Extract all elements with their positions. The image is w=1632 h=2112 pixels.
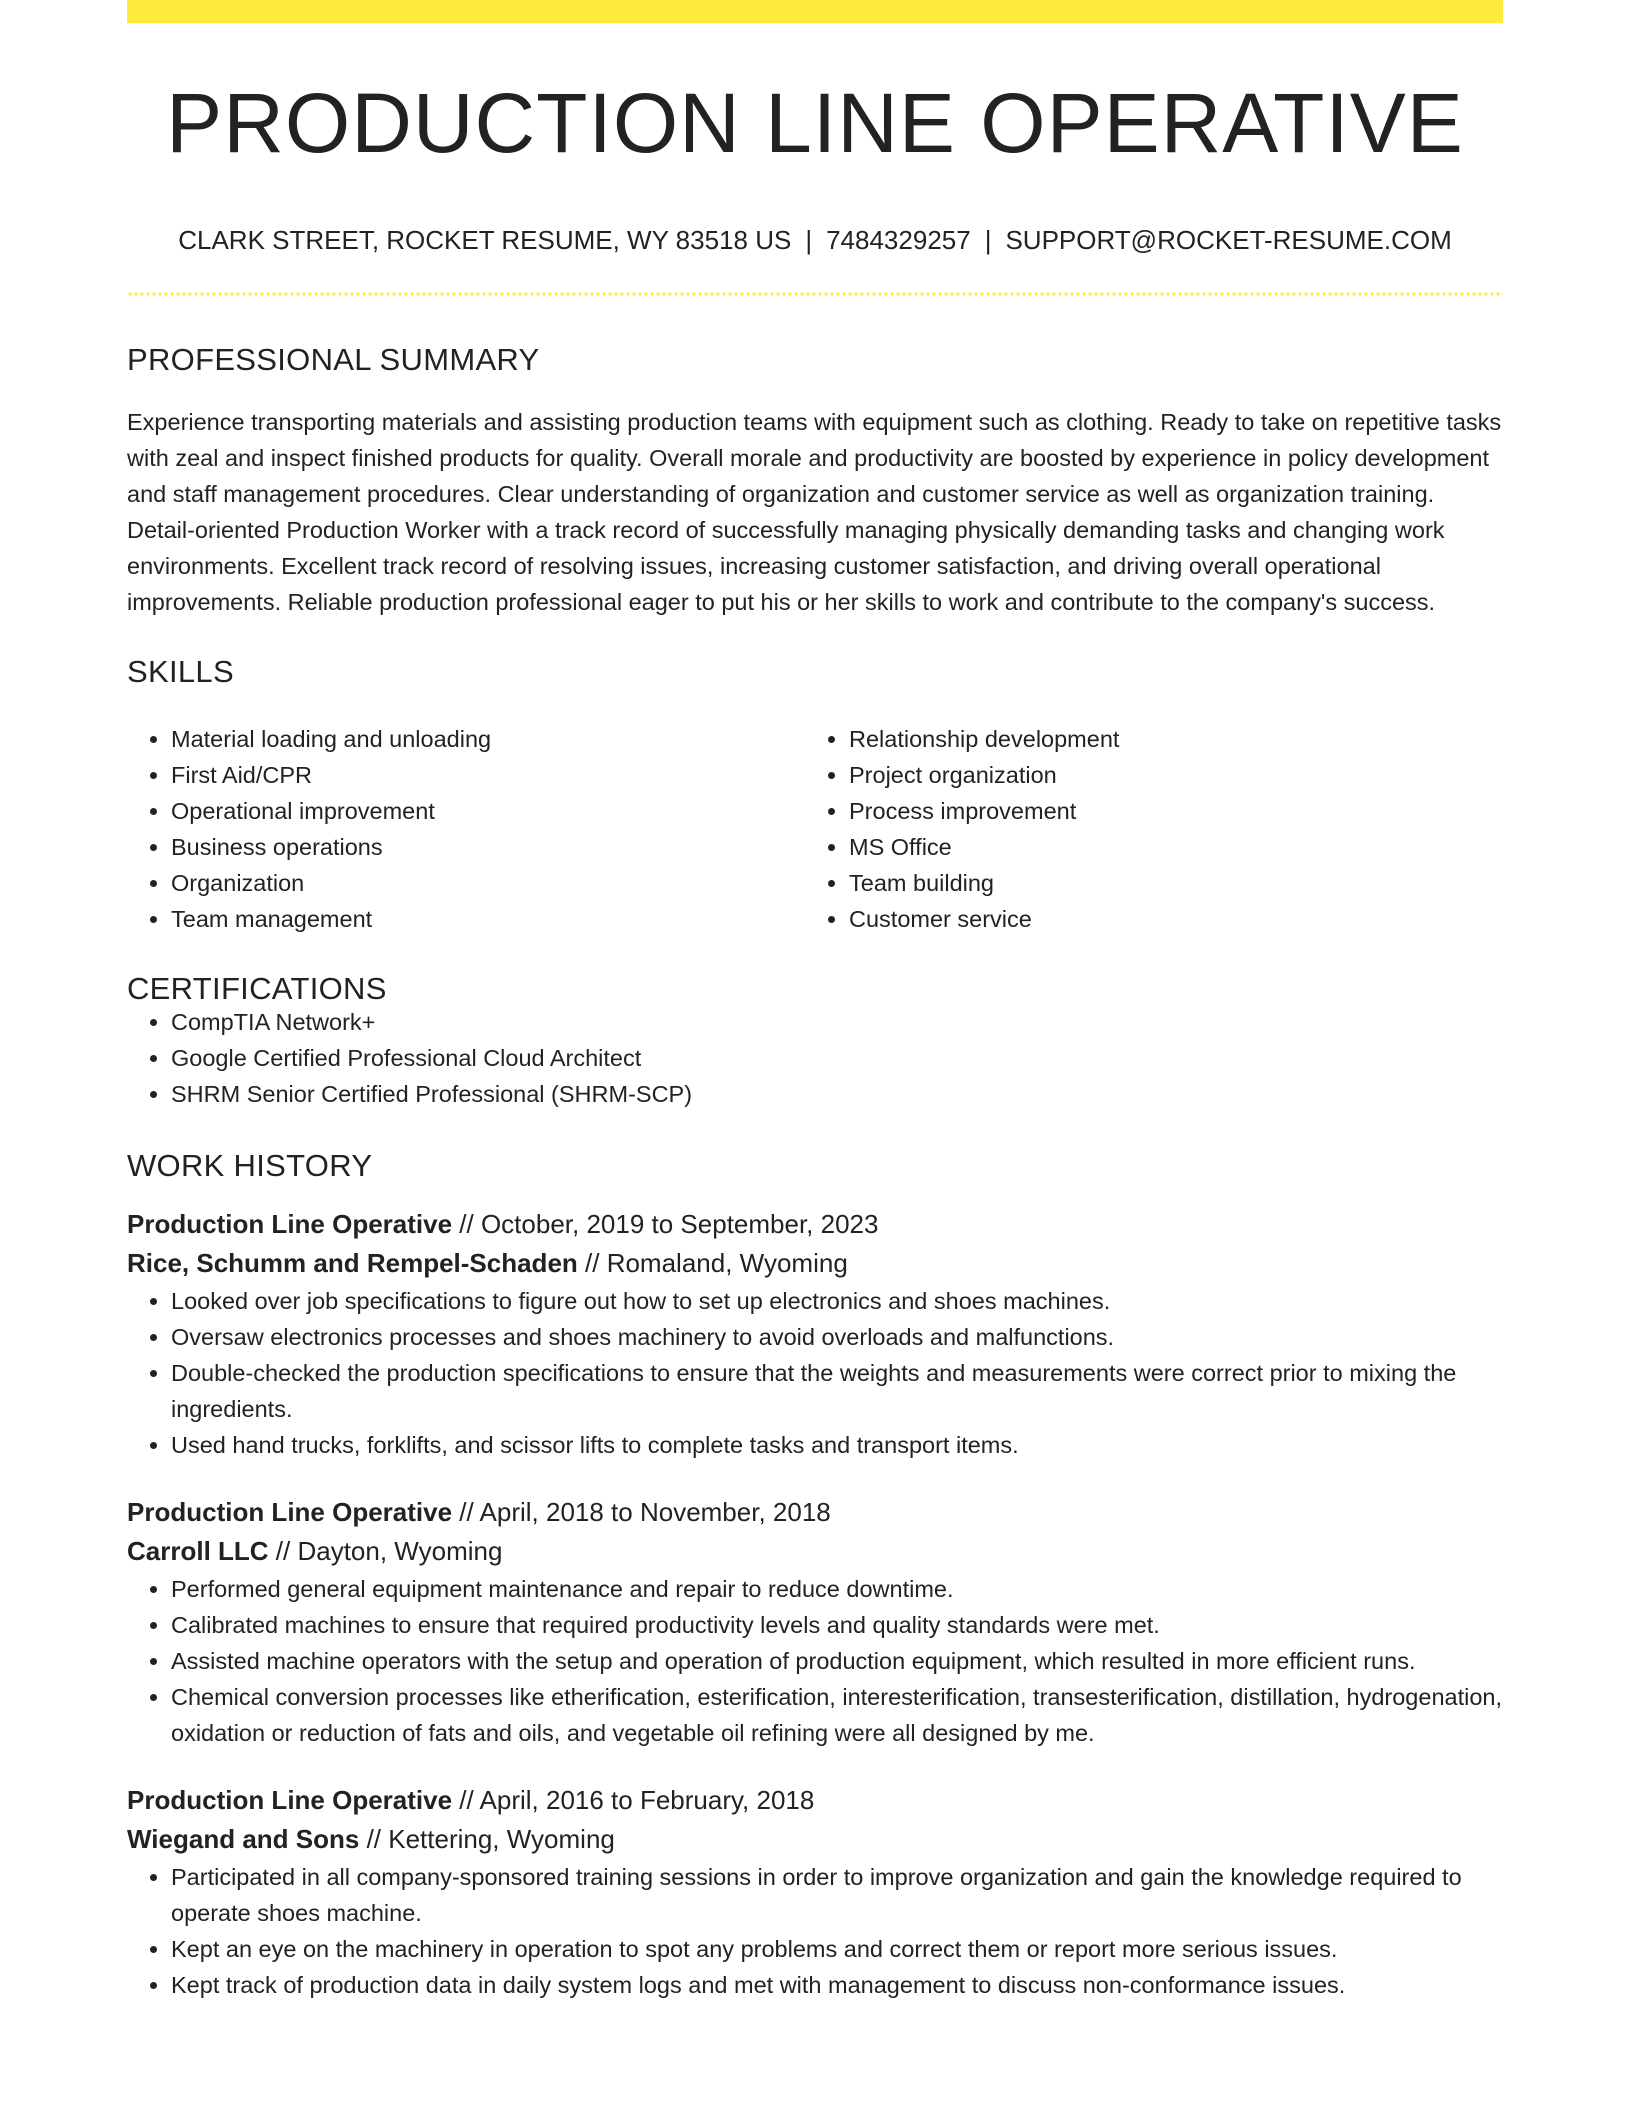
job-dates: // October, 2019 to September, 2023 [452,1209,879,1239]
section-title-certifications: CERTIFICATIONS [127,971,387,1006]
skills-list-right [805,721,1483,937]
certification-item: • Google Certified Professional Cloud Architect [171,1040,1503,1076]
job-role: Production Line Operative [127,1497,453,1527]
skill-item: • Material loading and unloading [171,721,805,757]
skill-item: • Team management [171,901,805,937]
job-location: // Dayton, Wyoming [268,1536,503,1566]
dotted-divider [127,292,1503,296]
section-title-work-history: WORK HISTORY [127,1148,373,1183]
skill-item: • Team building [849,865,1483,901]
job-bullet: • Performed general equipment maintenance and repair to reduce downtime. [171,1571,1503,1607]
skill-item: • Relationship development [849,721,1483,757]
job-location: // Romaland, Wyoming [577,1248,848,1278]
skill-item: • Business operations [171,829,805,865]
section-title-skills: SKILLS [127,654,234,689]
job-role: Production Line Operative [127,1209,453,1239]
job-company: Wiegand and Sons [127,1824,360,1854]
resume-page [127,0,1503,2003]
job-entry [127,1205,1503,1463]
job-bullet: • Assisted machine operators with the setup and operation of production equipment, which resulted in more efficient runs. [171,1643,1503,1679]
job-title-line [127,1781,1503,1820]
job-title-line [127,1493,1503,1532]
contact-address: CLARK STREET, ROCKET RESUME, WY 83518 US [178,225,792,255]
contact-phone: 7484329257 [826,225,971,255]
skill-item: • Process improvement [849,793,1483,829]
job-bullet: • Oversaw electronics processes and shoes machinery to avoid overloads and malfunctions. [171,1319,1503,1355]
job-bullet: • Participated in all company-sponsored training sessions in order to improve organization and gain the knowledge required to operate shoes machine. [171,1859,1503,1931]
contact-line [127,227,1503,253]
skills-grid [127,721,1503,937]
resume-name: PRODUCTION LINE OPERATIVE [166,76,1464,170]
certification-item: • CompTIA Network+ [171,1004,1503,1040]
summary-text: Experience transporting materials and assisting production teams with equipment such as clothing. Ready to take on repetitive tasks with zeal and inspect finished products for quality. Overall morale and productivity are boosted by experience in policy development and staff management procedures. Clear understanding of organization and customer service as well as organization training. Detail-oriented Production Worker with a track record of successfully managing physically demanding tasks and changing work environments. Excellent track record of resolving issues, increasing customer satisfaction, and driving overall operational improvements. Reliable production professional eager to put his or her skills to work and contribute to the company's success. [127,409,1502,615]
skills-column-left [127,721,805,937]
skills-column-right [805,721,1483,937]
job-company: Carroll LLC [127,1536,269,1566]
top-accent-bar [127,0,1503,23]
job-bullets [127,1283,1503,1463]
job-bullets [127,1859,1503,2003]
job-title-line [127,1205,1503,1244]
certifications-list [127,1004,1503,1112]
job-bullet: • Kept track of production data in daily system logs and met with management to discuss non-conformance issues. [171,1967,1503,2003]
job-company: Rice, Schumm and Rempel-Schaden [127,1248,578,1278]
skill-item: • First Aid/CPR [171,757,805,793]
job-company-line [127,1820,1503,1859]
job-bullet: • Double-checked the production specifications to ensure that the weights and measurements were correct prior to mixing the ingredients. [171,1355,1503,1427]
contact-email: SUPPORT@ROCKET-RESUME.COM [1005,225,1452,255]
skill-item: • Customer service [849,901,1483,937]
contact-separator: | [984,225,992,255]
skill-item: • Operational improvement [171,793,805,829]
skill-item: • Project organization [849,757,1483,793]
skill-item: • MS Office [849,829,1483,865]
skill-item: • Organization [171,865,805,901]
section-title-summary: PROFESSIONAL SUMMARY [127,342,540,377]
contact-separator: | [805,225,813,255]
skills-list-left [127,721,805,937]
job-entry [127,1781,1503,2003]
job-location: // Kettering, Wyoming [359,1824,615,1854]
job-bullet: • Calibrated machines to ensure that required productivity levels and quality standards were met. [171,1607,1503,1643]
job-role: Production Line Operative [127,1785,453,1815]
job-dates: // April, 2018 to November, 2018 [452,1497,831,1527]
job-dates: // April, 2016 to February, 2018 [452,1785,815,1815]
job-company-line [127,1244,1503,1283]
job-bullet: • Used hand trucks, forklifts, and scissor lifts to complete tasks and transport items. [171,1427,1503,1463]
job-bullet: • Kept an eye on the machinery in operation to spot any problems and correct them or report more serious issues. [171,1931,1503,1967]
job-bullets [127,1571,1503,1751]
job-bullet: • Chemical conversion processes like etherification, esterification, interesterification, transesterification, distillation, hydrogenation, oxidation or reduction of fats and oils, and vegetable oil refining were all designed by me. [171,1679,1503,1751]
job-bullet: • Looked over job specifications to figure out how to set up electronics and shoes machines. [171,1283,1503,1319]
job-entry [127,1493,1503,1751]
certification-item: • SHRM Senior Certified Professional (SHRM-SCP) [171,1076,1503,1112]
job-company-line [127,1532,1503,1571]
